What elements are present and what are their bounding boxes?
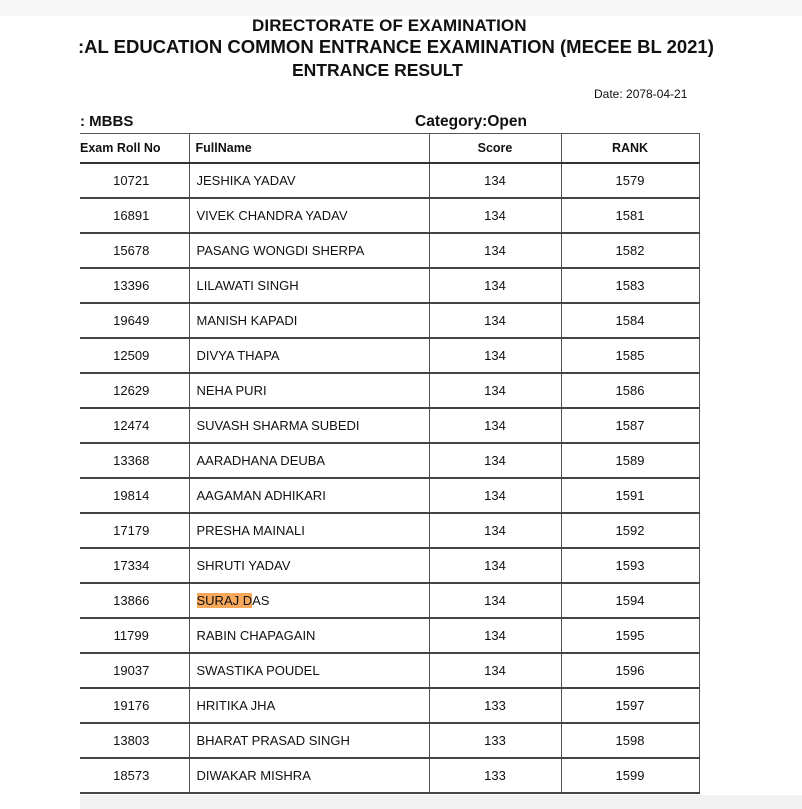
cell-score: 134	[429, 373, 561, 408]
cell-score: 133	[429, 758, 561, 793]
bottom-strip	[80, 795, 802, 809]
table-row	[80, 408, 699, 443]
cell-full-name: JESHIKA YADAV	[189, 163, 429, 198]
table-header-row	[80, 134, 699, 164]
cell-full-name: SUVASH SHARMA SUBEDI	[189, 408, 429, 443]
cell-score: 134	[429, 443, 561, 478]
cell-roll-no: 13368	[80, 443, 189, 478]
cell-rank: 1589	[561, 443, 699, 478]
cell-full-name: PASANG WONGDI SHERPA	[189, 233, 429, 268]
cell-roll-no: 19649	[80, 303, 189, 338]
cell-roll-no: 19037	[80, 653, 189, 688]
cell-score: 133	[429, 688, 561, 723]
cell-full-name: LILAWATI SINGH	[189, 268, 429, 303]
cell-roll-no: 19176	[80, 688, 189, 723]
cell-full-name: RABIN CHAPAGAIN	[189, 618, 429, 653]
highlighted-name-text: SURAJ D	[196, 593, 253, 608]
category-label: Category:Open	[415, 113, 527, 130]
cell-score: 134	[429, 513, 561, 548]
cell-score: 134	[429, 478, 561, 513]
cell-full-name: MANISH KAPADI	[189, 303, 429, 338]
cell-full-name: DIVYA THAPA	[189, 338, 429, 373]
cell-roll-no: 13866	[80, 583, 189, 618]
cell-rank: 1598	[561, 723, 699, 758]
column-header-score: Score	[429, 134, 561, 164]
table-row	[80, 198, 699, 233]
cell-roll-no: 17334	[80, 548, 189, 583]
name-text-rest: AS	[252, 593, 270, 608]
table-row	[80, 443, 699, 478]
table-row	[80, 548, 699, 583]
top-strip	[0, 0, 802, 16]
cell-roll-no: 15678	[80, 233, 189, 268]
cell-rank: 1586	[561, 373, 699, 408]
cell-full-name: AARADHANA DEUBA	[189, 443, 429, 478]
cell-roll-no: 19814	[80, 478, 189, 513]
cell-roll-no: 17179	[80, 513, 189, 548]
cell-rank: 1596	[561, 653, 699, 688]
cell-full-name: VIVEK CHANDRA YADAV	[189, 198, 429, 233]
cell-score: 134	[429, 198, 561, 233]
cell-score: 134	[429, 408, 561, 443]
header-result-title: ENTRANCE RESULT	[292, 60, 463, 80]
cell-score: 134	[429, 163, 561, 198]
cell-score: 134	[429, 618, 561, 653]
cell-rank: 1595	[561, 618, 699, 653]
cell-rank: 1581	[561, 198, 699, 233]
table-row	[80, 758, 699, 793]
cell-full-name	[189, 583, 429, 618]
cell-score: 134	[429, 653, 561, 688]
column-header-roll: Exam Roll No	[80, 134, 189, 164]
cell-roll-no: 12509	[80, 338, 189, 373]
cell-rank: 1597	[561, 688, 699, 723]
program-label: : MBBS	[80, 113, 134, 130]
table-row	[80, 723, 699, 758]
cell-roll-no: 13803	[80, 723, 189, 758]
cell-roll-no: 13396	[80, 268, 189, 303]
cell-rank: 1579	[561, 163, 699, 198]
table-row	[80, 478, 699, 513]
table-row	[80, 653, 699, 688]
cell-rank: 1583	[561, 268, 699, 303]
column-header-name: FullName	[189, 134, 429, 164]
cell-score: 134	[429, 548, 561, 583]
table-row	[80, 303, 699, 338]
cell-score: 134	[429, 268, 561, 303]
table-row	[80, 513, 699, 548]
table-row	[80, 618, 699, 653]
cell-roll-no: 12474	[80, 408, 189, 443]
results-table	[80, 133, 700, 794]
cell-full-name: AAGAMAN ADHIKARI	[189, 478, 429, 513]
result-date: Date: 2078-04-21	[594, 87, 688, 101]
cell-full-name: BHARAT PRASAD SINGH	[189, 723, 429, 758]
cell-roll-no: 11799	[80, 618, 189, 653]
cell-score: 134	[429, 303, 561, 338]
cell-full-name: DIWAKAR MISHRA	[189, 758, 429, 793]
cell-roll-no: 16891	[80, 198, 189, 233]
cell-full-name: SWASTIKA POUDEL	[189, 653, 429, 688]
results-table-body	[80, 163, 699, 793]
cell-roll-no: 18573	[80, 758, 189, 793]
cell-roll-no: 12629	[80, 373, 189, 408]
table-row	[80, 688, 699, 723]
cell-score: 133	[429, 723, 561, 758]
cell-score: 134	[429, 233, 561, 268]
table-row	[80, 338, 699, 373]
header-exam-name: :AL EDUCATION COMMON ENTRANCE EXAMINATION (MECEE BL 2021)	[78, 36, 714, 57]
table-row	[80, 373, 699, 408]
cell-full-name: HRITIKA JHA	[189, 688, 429, 723]
cell-rank: 1584	[561, 303, 699, 338]
table-row	[80, 583, 699, 618]
cell-score: 134	[429, 338, 561, 373]
cell-rank: 1587	[561, 408, 699, 443]
cell-rank: 1592	[561, 513, 699, 548]
table-row	[80, 268, 699, 303]
cell-rank: 1599	[561, 758, 699, 793]
cell-rank: 1594	[561, 583, 699, 618]
table-row	[80, 233, 699, 268]
cell-full-name: SHRUTI YADAV	[189, 548, 429, 583]
cell-rank: 1582	[561, 233, 699, 268]
cell-full-name: PRESHA MAINALI	[189, 513, 429, 548]
column-header-rank: RANK	[561, 134, 699, 164]
cell-full-name: NEHA PURI	[189, 373, 429, 408]
table-row	[80, 163, 699, 198]
header-directorate: DIRECTORATE OF EXAMINATION	[252, 16, 527, 35]
cell-score: 134	[429, 583, 561, 618]
cell-rank: 1585	[561, 338, 699, 373]
cell-rank: 1591	[561, 478, 699, 513]
cell-roll-no: 10721	[80, 163, 189, 198]
cell-rank: 1593	[561, 548, 699, 583]
